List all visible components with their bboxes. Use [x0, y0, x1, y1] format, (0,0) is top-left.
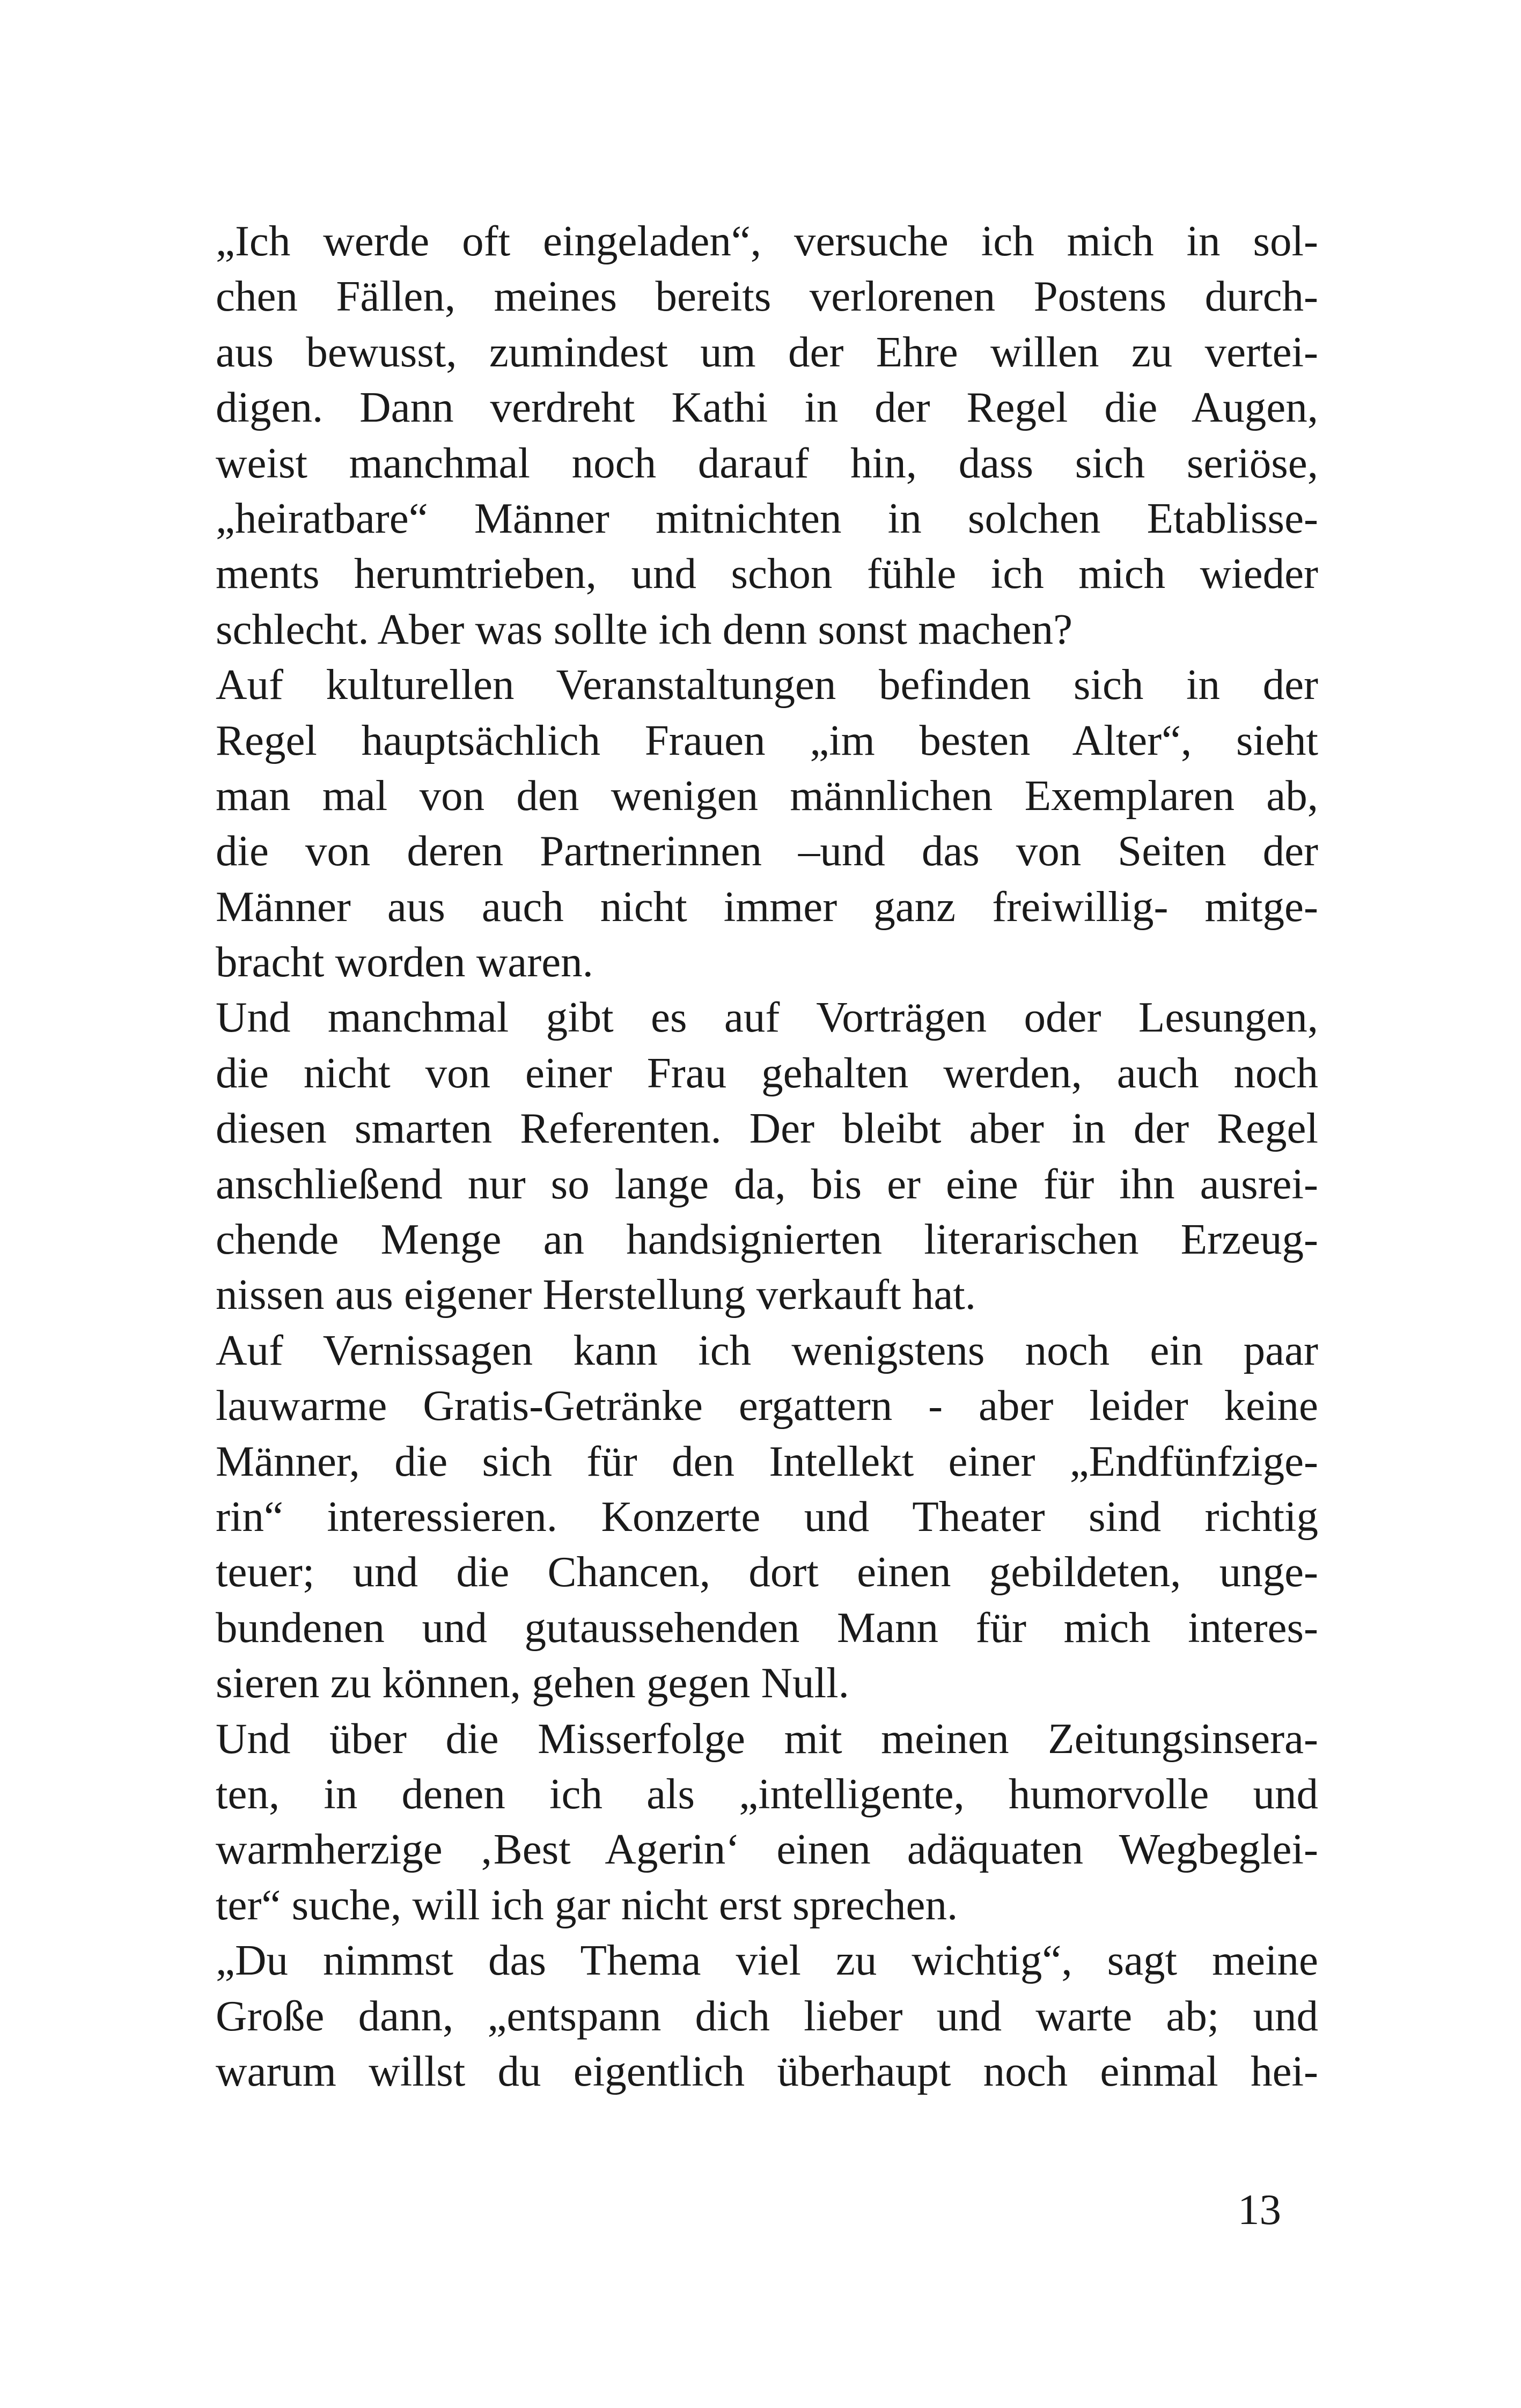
- text-line: warum willst du eigentlich überhaupt noch einmal hei-: [216, 2046, 1318, 2095]
- text-line: man mal von den wenigen männlichen Exemplaren ab,: [216, 771, 1318, 820]
- text-line: ten, in denen ich als „intelligente, humorvolle und: [216, 1769, 1318, 1818]
- text-line: die von deren Partnerinnen –und das von Seiten der: [216, 827, 1318, 875]
- text-line: teuer; und die Chancen, dort einen gebildeten, unge-: [216, 1548, 1318, 1596]
- text-line: bundenen und gutaussehenden Mann für mich interes-: [216, 1603, 1318, 1652]
- text-line: diesen smarten Referenten. Der bleibt aber in der Regel: [216, 1104, 1318, 1153]
- text-line: weist manchmal noch darauf hin, dass sich seriöse,: [216, 438, 1318, 487]
- text-line: Und über die Misserfolge mit meinen Zeitungsinsera-: [216, 1714, 1318, 1763]
- text-line: ments herumtrieben, und schon fühle ich mich wieder: [216, 549, 1318, 598]
- body-text: [216, 213, 1318, 2099]
- text-line: Auf kulturellen Veranstaltungen befinden sich in der: [216, 660, 1318, 709]
- text-line: anschließend nur so lange da, bis er eine für ihn ausrei-: [216, 1159, 1318, 1208]
- text-line: „Du nimmst das Thema viel zu wichtig“, sagt meine: [216, 1936, 1318, 1985]
- text-line: chende Menge an handsignierten literarischen Erzeug-: [216, 1215, 1318, 1264]
- text-line: rin“ interessieren. Konzerte und Theater sind richtig: [216, 1492, 1318, 1541]
- text-line: schlecht. Aber was sollte ich denn sonst machen?: [216, 605, 1073, 653]
- text-line: Und manchmal gibt es auf Vorträgen oder Lesungen,: [216, 993, 1318, 1042]
- text-line: lauwarme Gratis-Getränke ergattern - aber leider keine: [216, 1381, 1318, 1430]
- text-line: Auf Vernissagen kann ich wenigstens noch ein paar: [216, 1325, 1318, 1374]
- text-line: „heiratbare“ Männer mitnichten in solchen Etablisse-: [216, 494, 1318, 542]
- text-line: nissen aus eigener Herstellung verkauft hat.: [216, 1270, 976, 1319]
- text-line: chen Fällen, meines bereits verlorenen Postens durch-: [216, 272, 1318, 321]
- text-line: Männer, die sich für den Intellekt einer „Endfünfzige-: [216, 1437, 1318, 1485]
- text-line: Große dann, „entspann dich lieber und warte ab; und: [216, 1991, 1318, 2040]
- text-line: aus bewusst, zumindest um der Ehre willen zu vertei-: [216, 327, 1318, 376]
- text-line: warmherzige ‚Best Agerin‘ einen adäquaten Wegbeglei-: [216, 1825, 1318, 1874]
- page-number: 13: [1238, 2185, 1281, 2234]
- text-line: „Ich werde oft eingeladen“, versuche ich mich in sol-: [216, 217, 1318, 265]
- text-line: bracht worden waren.: [216, 938, 593, 986]
- text-line: digen. Dann verdreht Kathi in der Regel die Augen,: [216, 383, 1318, 432]
- text-line: die nicht von einer Frau gehalten werden, auch noch: [216, 1048, 1318, 1097]
- text-line: Männer aus auch nicht immer ganz freiwillig- mitge-: [216, 882, 1318, 931]
- text-line: sieren zu können, gehen gegen Null.: [216, 1659, 849, 1707]
- text-line: Regel hauptsächlich Frauen „im besten Alter“, sieht: [216, 716, 1318, 764]
- text-line: ter“ suche, will ich gar nicht erst sprechen.: [216, 1880, 958, 1929]
